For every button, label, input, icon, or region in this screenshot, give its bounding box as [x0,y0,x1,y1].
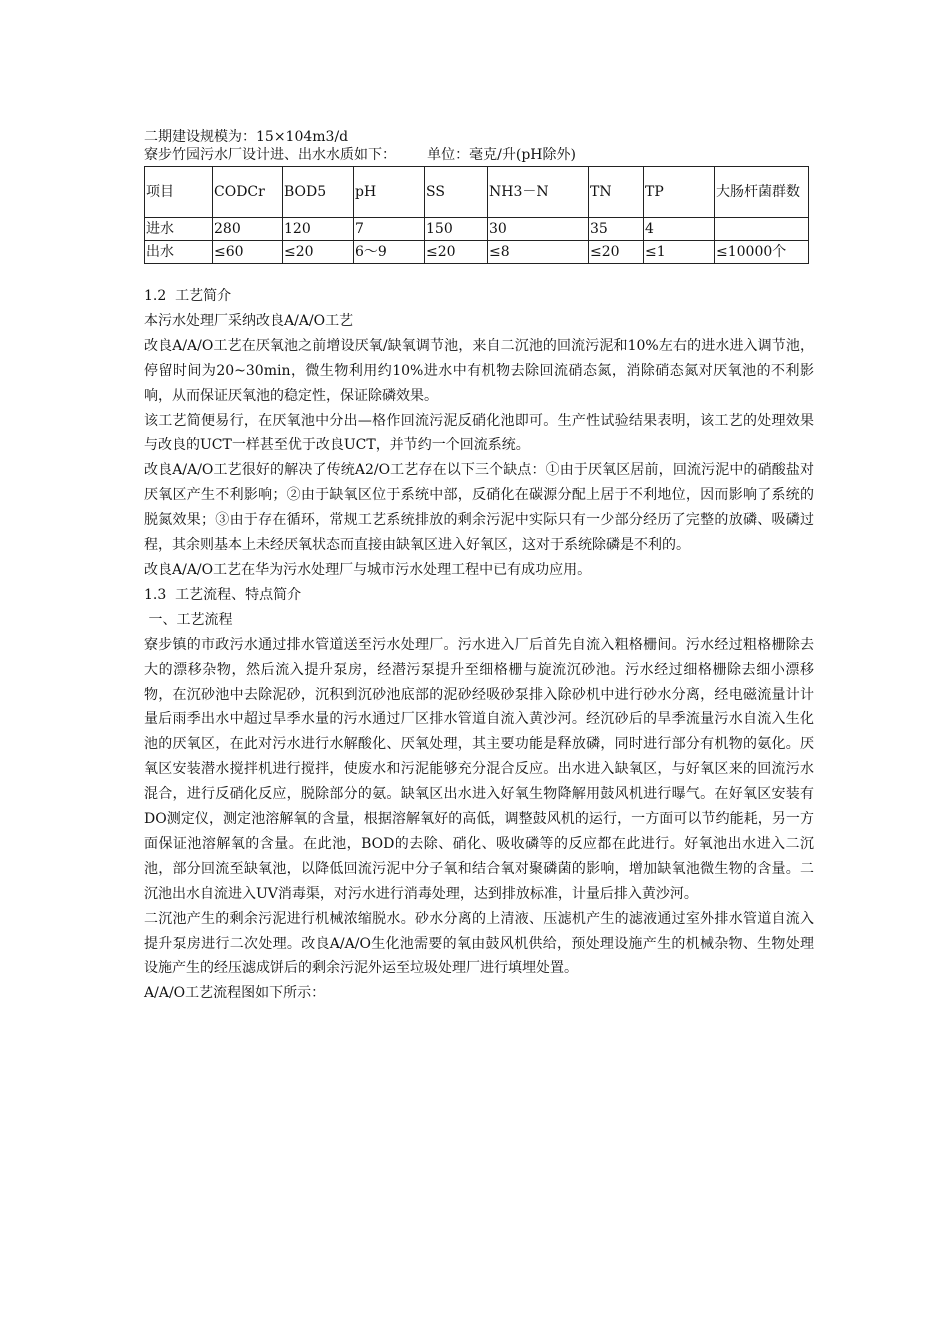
paragraph: 改良A/A/O工艺在华为污水处理厂与城市污水处理工程中已有成功应用。 [144,561,592,578]
water-quality-table [144,166,809,264]
table-cell: 7 [354,218,425,241]
table-row [145,241,809,264]
table-cell: 6～9 [354,241,425,264]
table-header-cell: TP [644,167,715,218]
table-cell: ≤10000个 [715,241,809,264]
table-header-cell: SS [425,167,488,218]
paragraph: 改良A/A/O工艺很好的解决了传统A2/O工艺存在以下三个缺点：①由于厌氧区居前，回流污泥中的硝酸盐对厌氧区产生不利影响；②由于缺氧区位于系统中部，反硝化在碳源分配上居于不利地位，因而影响了系统的脱氮效果；③由于存在循环，常规工艺系统排放的剩余污泥中实际只有一少部分经历了完整的放磷、吸磷过程，其余则基本上未经厌氧状态而直接由缺氧区进入好氧区，这对于系统除磷是不利的。 [144,462,814,554]
document-page [144,128,814,1006]
paragraph: 二沉池产生的剩余污泥进行机械浓缩脱水。砂水分离的上清液、压滤机产生的滤液通过室外排水管道自流入提升泵房进行二次处理。改良A/A/O生化池需要的氧由鼓风机供给，预处理设施产生的机械杂物、生物处理设施产生的经压滤成饼后的剩余污泥外运至垃圾处理厂进行填埋处置。 [144,910,814,977]
paragraph: 改良A/A/O工艺在厌氧池之前增设厌氧/缺氧调节池，来自二沉池的回流污泥和10%左右的进水进入调节池，停留时间为20~30min，微生物利用约10%进水中有机物去除回流硝态氮，消除硝态氮对厌氧池的不利影响，从而保证厌氧池的稳定性，保证除磷效果。 [144,337,814,404]
section-heading: 1.2 工艺简介 [144,288,232,304]
subsection-heading: 一、工艺流程 [144,611,233,628]
table-row [145,218,809,241]
table-header-cell: TN [589,167,644,218]
paragraph: 本污水处理厂采纳改良A/A/O工艺 [144,312,354,329]
table-cell: ≤20 [283,241,354,264]
table-header-cell: pH [354,167,425,218]
table-header-cell: BOD5 [283,167,354,218]
table-cell: 120 [283,218,354,241]
table-cell: ≤1 [644,241,715,264]
quality-line: 寮步竹园污水厂设计进、出水水质如下： 单位：毫克/升(pH除外) [144,147,576,163]
table-cell: 30 [488,218,589,241]
table-header-cell: 大肠杆菌群数 [715,167,809,218]
table-cell: 4 [644,218,715,241]
table-cell: 35 [589,218,644,241]
table-header-cell: CODCr [213,167,283,218]
paragraph: A/A/O工艺流程图如下所示： [144,985,326,1002]
table-cell: ≤8 [488,241,589,264]
table-cell: 出水 [145,241,213,264]
scale-line: 二期建设规模为：15×104m3/d [144,129,349,145]
paragraph: 该工艺简便易行，在厌氧池中分出—格作回流污泥反硝化池即可。生产性试验结果表明，该工艺的处理效果与改良的UCT一样甚至优于改良UCT，并节约一个回流系统。 [144,412,814,454]
table-cell: 进水 [145,218,213,241]
table-header-row [145,167,809,218]
table-cell: 280 [213,218,283,241]
table-cell [715,218,809,241]
table-cell: ≤60 [213,241,283,264]
section-heading: 1.3 工艺流程、特点简介 [144,586,302,603]
table-header-cell: 项目 [145,167,213,218]
table-cell: ≤20 [425,241,488,264]
table-header-cell: NH3－N [488,167,589,218]
table-cell: 150 [425,218,488,241]
paragraph: 寮步镇的市政污水通过排水管道送至污水处理厂。污水进入厂后首先自流入粗格栅间。污水经过粗格栅除去大的漂移杂物，然后流入提升泵房，经潜污泵提升至细格栅与旋流沉砂池。污水经过细格栅除去细小漂移物，在沉砂池中去除泥砂，沉积到沉砂池底部的泥砂经吸砂泵排入除砂机中进行砂水分离，经电磁流量计计量后雨季出水中超过旱季水量的污水通过厂区排水管道自流入黄沙河。经沉砂后的旱季流量污水自流入生化池的厌氧区，在此对污水进行水解酸化、厌氧处理，其主要功能是释放磷，同时进行部分有机物的氨化。厌氧区安装潜水搅拌机进行搅拌，使废水和污泥能够充分混合反应。出水进入缺氧区，与好氧区来的回流污水混合，进行反硝化反应，脱除部分的氨。缺氧区出水进入好氧生物降解用鼓风机进行曝气。在好氧区安装有DO测定仪，测定池溶解氧的含量，根据溶解氧好的高低，调整鼓风机的运行，一方面可以节约能耗，另一方面保证池溶解氧的含量。在此池，BOD的去除、硝化、吸收磷等的反应都在此进行。好氧池出水进入二沉池，部分回流至缺氧池，以降低回流污泥中分子氧和结合氧对聚磷菌的影响，增加缺氧池微生物的含量。二沉池出水自流进入UV消毒渠，对污水进行消毒处理，达到排放标准，计量后排入黄沙河。 [144,636,814,902]
table-cell: ≤20 [589,241,644,264]
